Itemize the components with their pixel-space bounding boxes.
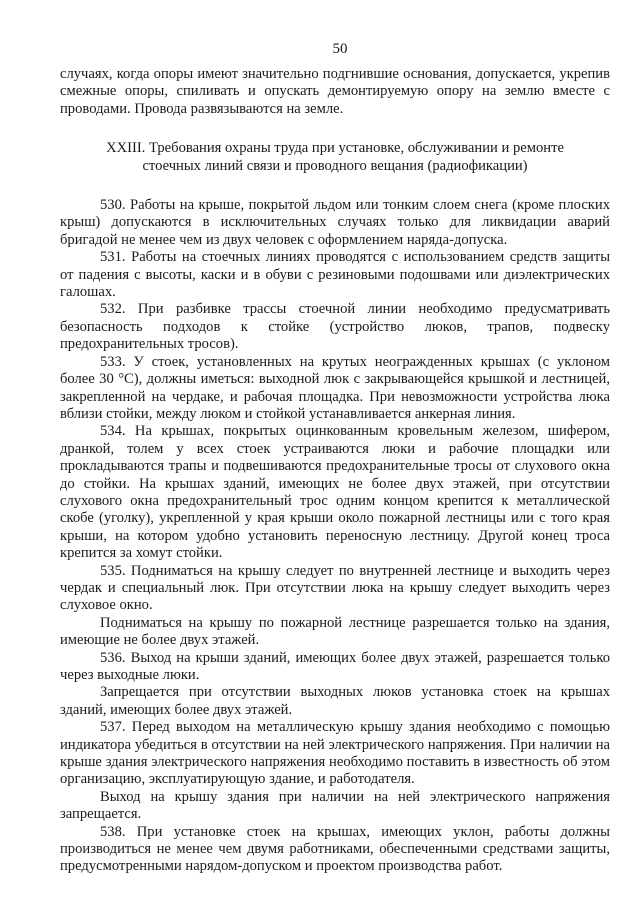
paragraph-537-note: Выход на крышу здания при наличии на ней электрического напряжения запрещается. bbox=[60, 788, 610, 823]
paragraph-531: 531. Работы на стоечных линиях проводятся с использованием средств защиты от падения с высоты, каски и в обуви с резиновыми подошвами или диэлектрических галошах. bbox=[60, 249, 610, 301]
page-number: 50 bbox=[332, 41, 348, 57]
paragraph-535-note: Подниматься на крышу по пожарной лестнице разрешается только на здания, имеющие не более двух этажей. bbox=[60, 614, 610, 649]
section-heading bbox=[68, 140, 602, 175]
paragraph-534: 534. На крышах, покрытых оцинкованным кровельным железом, шифером, дранкой, толем у всех стоек устраиваются люки и рабочие площадки или прокладываются трапы и подвешиваются предохранительные тросы от слухового окна до стойки. На крышах зданий, имеющих не более двух этажей, при отсутствии слухового окна предохранительный трос одним концом крепится к металлической скобе (уголку), укрепленной у края крыши около пожарной лестницы или с того края крыши, на котором удобно установить переносную лестницу. Другой конец троса крепится за хомут стойки. bbox=[60, 423, 610, 562]
section-title-line-1: XXIII. Требования охраны труда при установке, обслуживании и ремонте bbox=[106, 140, 564, 157]
paragraph-536-note: Запрещается при отсутствии выходных люков установка стоек на крышах зданий, имеющих более двух этажей. bbox=[60, 684, 610, 718]
paragraph-536: 536. Выход на крыши зданий, имеющих более двух этажей, разрешается только через выходные люки. bbox=[60, 649, 610, 683]
paragraph-538: 538. При установке стоек на крышах, имеющих уклон, работы должны производиться не менее чем двумя работниками, обеспеченными средствами защиты, предусмотренными нарядом-допуском и проектом производства работ. bbox=[60, 823, 610, 875]
paragraph-530: 530. Работы на крыше, покрытой льдом или тонким слоем снега (кроме плоских крыш) допускаются в исключительных случаях только для ликвидации аварий бригадой не менее чем из двух человек с оформлением наряда-допуска. bbox=[60, 197, 610, 248]
paragraph-533: 533. У стоек, установленных на крутых неогражденных крышах (с уклоном более 30 °С), должны иметься: выходной люк с закрывающейся крышкой и лестницей, закрепленной на чердаке, и рабочая площадка. При невозможности устройства люка вблизи стойки, между люком и стойкой устанавливается анкерная линия. bbox=[60, 353, 610, 422]
paragraph-532: 532. При разбивке трассы стоечной линии необходимо предусматривать безопасность подходов к стойке (устройство люков, трапов, подвеску предохранительных тросов). bbox=[60, 301, 610, 353]
intro-paragraph: случаях, когда опоры имеют значительно подгнившие основания, допускается, укрепив смежные опоры, спиливать и опускать демонтируемую опору на землю вместе с проводами. Провода развязываются на земле. bbox=[60, 66, 610, 117]
section-title-line-2: стоечных линий связи и проводного вещания (радиофикации) bbox=[142, 157, 528, 174]
paragraph-535: 535. Подниматься на крышу следует по внутренней лестнице и выходить через чердак и специальный люк. При отсутствии люка на крышу следует выходить через слуховое окно. bbox=[60, 562, 610, 614]
paragraph-537: 537. Перед выходом на металлическую крышу здания необходимо с помощью индикатора убедиться в отсутствии на ней электрического напряжения. При наличии на крыше здания электрического напряжения необходимо поставить в известность об этом организацию, эксплуатирующую здание, и работодателя. bbox=[60, 719, 610, 788]
